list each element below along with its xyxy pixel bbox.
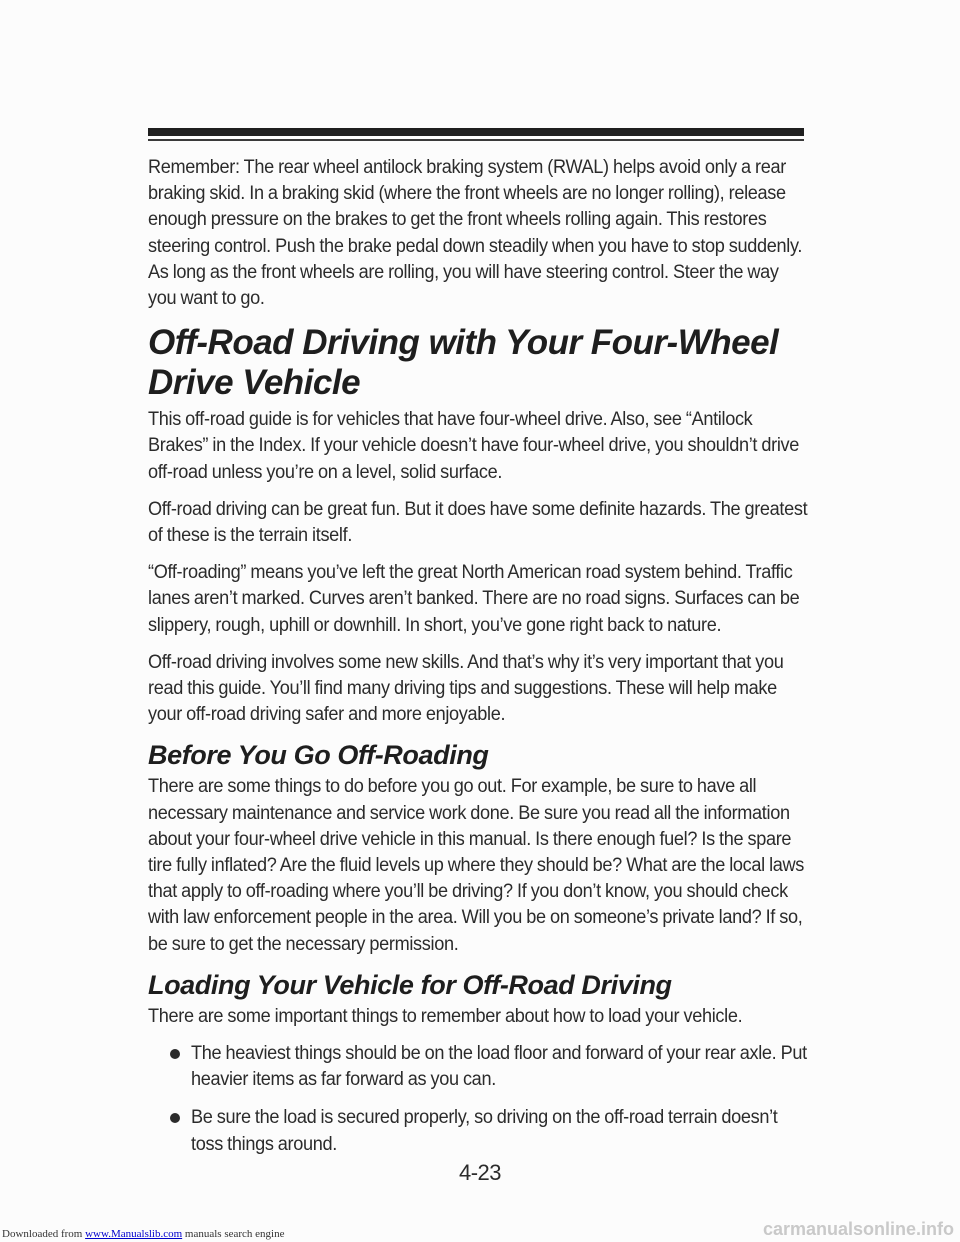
- list-item: [148, 1041, 808, 1093]
- section-title-before: Before You Go Off-Roading: [148, 740, 489, 771]
- intro-paragraph: Remember: The rear wheel antilock braking system (RWAL) helps avoid only a rear braking skid. In a braking skid (where the front wheels are no longer rolling), release enough pressure on the brakes to get the front wheels rolling again. This restores steering control. Push the brake pedal down steadily when you have to stop suddenly. As long as the front wheels are rolling, you will have steering control. Steer the way you want to go.: [148, 157, 803, 310]
- bullet-text: Be sure the load is secured properly, so driving on the off-road terrain doesn’t toss things around.: [191, 1107, 778, 1155]
- header-rule-thin: [148, 139, 804, 141]
- offroad-paragraph-4: Off-road driving involves some new skills. And that’s why it’s very important that you read this guide. You’ll find many driving tips and suggestions. These will help make your off-road driving safer and more enjoyable.: [148, 651, 784, 726]
- offroad-paragraph-3: “Off-roading” means you’ve left the great North American road system behind. Traffic lanes aren’t marked. Curves aren’t banked. There are no road signs. Surfaces can be slippery, rough, uphill or downhill. In short, you’ve gone right back to nature.: [148, 562, 800, 636]
- download-note: [2, 1228, 284, 1240]
- page-content: [148, 155, 808, 1170]
- section-title-offroad: Off-Road Driving with Your Four-Wheel Drive Vehicle: [148, 323, 779, 403]
- list-item: [148, 1105, 808, 1157]
- offroad-paragraph-2: Off-road driving can be great fun. But it does have some definite hazards. The greatest of these is the terrain itself.: [148, 498, 808, 547]
- manualslib-link[interactable]: www.Manualslib.com: [85, 1228, 183, 1240]
- bullet-icon: [170, 1113, 180, 1123]
- loading-bullet-list: [148, 1041, 808, 1158]
- download-note-prefix: Downloaded from: [2, 1228, 86, 1240]
- page-number: 4-23: [458, 1160, 502, 1185]
- section-title-loading: Loading Your Vehicle for Off-Road Driving: [148, 969, 672, 1000]
- bullet-text: The heaviest things should be on the load floor and forward of your rear axle. Put heavier items as far forward as you can.: [191, 1043, 807, 1091]
- bullet-icon: [170, 1049, 180, 1059]
- watermark: carmanualsonline.info: [762, 1219, 954, 1239]
- offroad-paragraph-1: This off-road guide is for vehicles that have four-wheel drive. Also, see “Antilock Brakes” in the Index. If your vehicle doesn’t have four-wheel drive, you shouldn’t drive off-road unless you’re on a level, solid surface.: [148, 409, 800, 483]
- header-rule: [148, 128, 804, 136]
- loading-paragraph: There are some important things to remember about how to load your vehicle.: [148, 1005, 743, 1027]
- before-paragraph: There are some things to do before you go out. For example, be sure to have all necessary maintenance and service work done. Be sure you read all the information about your four-wheel drive vehicle in this manual. Is there enough fuel? Is the spare tire fully inflated? Are the fluid levels up where they should be? What are the local laws that apply to off-roading where you’ll be driving? If you don’t know, you should check with law enforcement people in the area. Will you be on someone’s private land? If so, be sure to get the necessary permission.: [148, 776, 805, 955]
- download-note-suffix: manuals search engine: [182, 1228, 285, 1240]
